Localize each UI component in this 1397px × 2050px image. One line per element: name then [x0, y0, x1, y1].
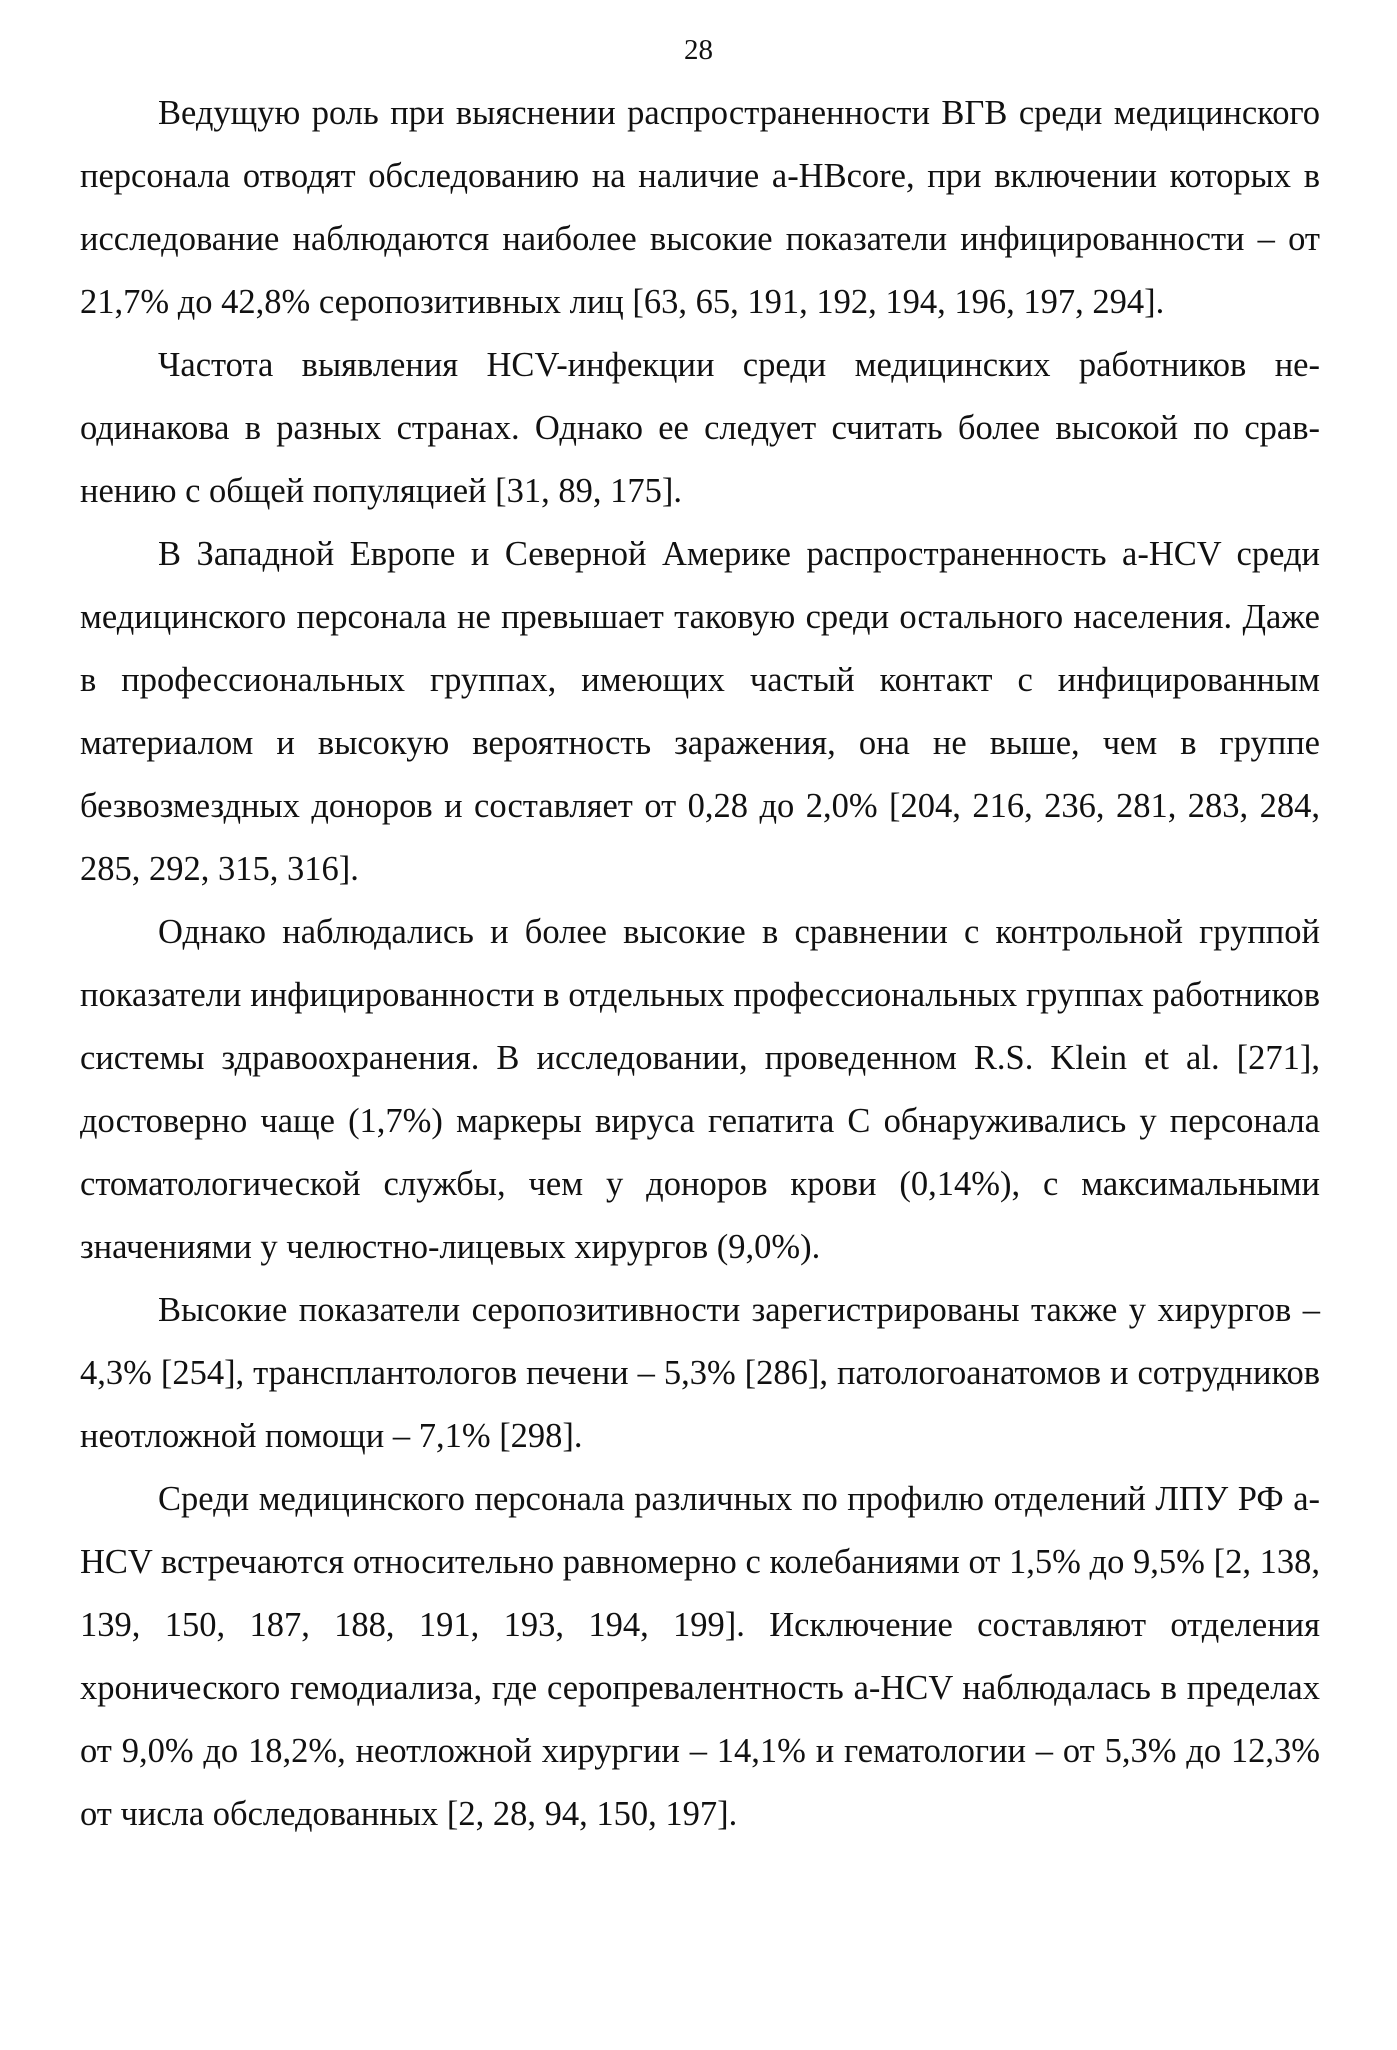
paragraph: В Западной Европе и Северной Америке распространенность a-HCV среди медицинского персонала не превышает таковую среди остального населения. Даже в профессиональных группах, имеющих частый контакт с инфицированным материалом и высокую вероятность заражения, она не выше, чем в группе безвозмездных доноров и составляет от 0,28 до 2,0% [204, 216, 236, 281, 283, 284, 285, 292, 315, 316].	[80, 535, 1320, 888]
paragraph: Среди медицинского персонала различных по профилю отделений ЛПУ РФ a-HCV встречаются относительно равномерно с колебаниями от 1,5% до 9,5% [2, 138, 139, 150, 187, 188, 191, 193, 194, 199]. Исключение составляют отделения хронического гемодиализа, где серопревалентность a-HCV наблюдалась в пределах от 9,0% до 18,2%, неотложной хирургии – 14,1% и гематологии – от 5,3% до 12,3% от числа обследованных [2, 28, 94, 150, 197].	[80, 1480, 1320, 1833]
paragraph: Высокие показатели серопозитивности зарегистрированы также у хирургов – 4,3% [254], трансплантологов печени – 5,3% [286], патологоанатомов и сотрудников неотложной помощи – 7,1% [298].	[80, 1291, 1320, 1455]
paragraph: Частота выявления HCV-инфекции среди медицинских работников неодинакова в разных странах. Однако ее следует считать более высокой по сравнению с общей популяцией [31, 89, 175].	[80, 346, 1320, 510]
page-number: 28	[684, 34, 713, 66]
paragraph: Ведущую роль при выяснении распространенности ВГВ среди медицинского персонала отводят обследованию на наличие a-HBcore, при включении которых в исследование наблюдаются наиболее высокие показатели инфицированности – от 21,7% до 42,8% серопозитивных лиц [63, 65, 191, 192, 194, 196, 197, 294].	[80, 94, 1320, 321]
paragraph: Однако наблюдались и более высокие в сравнении с контрольной группой показатели инфицированности в отдельных профессиональных группах работников системы здравоохранения. В исследовании, проведенном R.S. Klein et al. [271], достоверно чаще (1,7%) маркеры вируса гепатита С обнаруживались у персонала стоматологической службы, чем у доноров крови (0,14%), с максимальными значениями у челюстно-лицевых хирургов (9,0%).	[80, 913, 1320, 1266]
body-text	[80, 82, 1320, 1846]
